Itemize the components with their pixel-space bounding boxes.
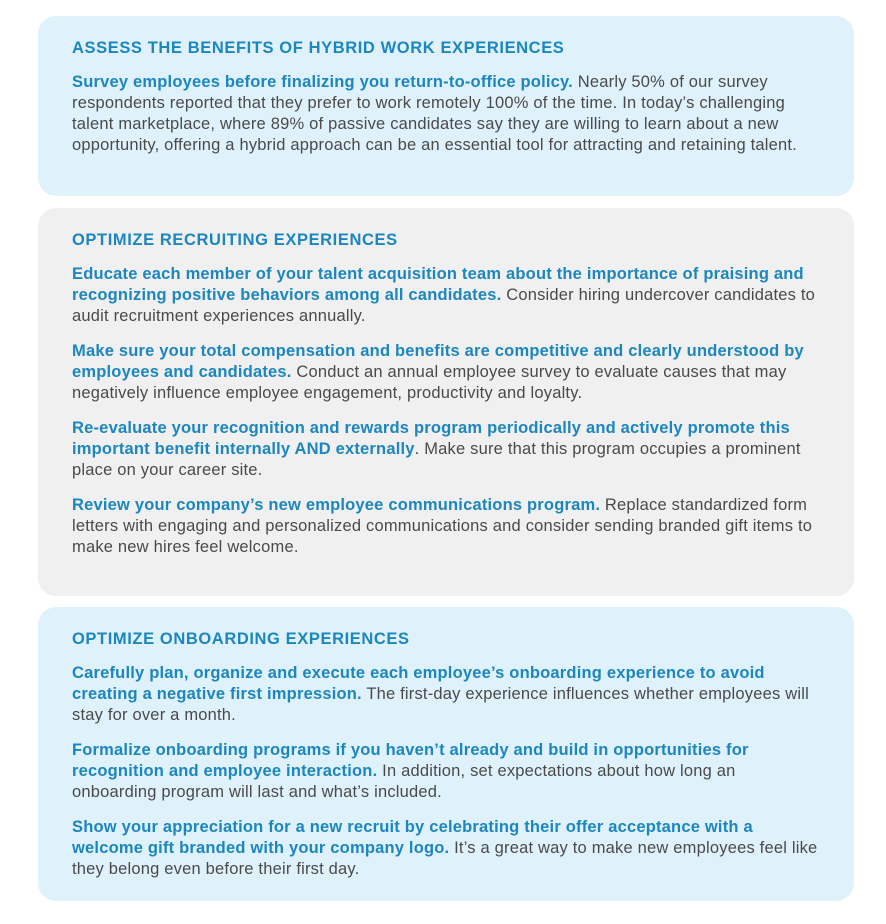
- paragraph-body: Consider hiring undercover candidates to audit recruitment experiences annually.: [72, 286, 816, 325]
- paragraph: [72, 72, 824, 156]
- recruiting-card: [38, 208, 854, 596]
- paragraph: [72, 740, 824, 803]
- hybrid-work-card: [38, 16, 854, 196]
- onboarding-card: [38, 607, 854, 901]
- paragraph-lead: Survey employees before finalizing you return-to-office policy.: [72, 73, 573, 91]
- paragraph-lead: Show your appreciation for a new recruit by celebrating their offer acceptance with a welcome gift branded with your company logo.: [72, 818, 753, 857]
- paragraph-body: The first-day experience influences whether employees will stay for over a month.: [72, 685, 809, 724]
- paragraph: [72, 418, 824, 481]
- paragraph-lead: Formalize onboarding programs if you haven’t already and build in opportunities for recognition and employee interaction.: [72, 741, 749, 780]
- paragraph-body: . Make sure that this program occupies a prominent place on your career site.: [72, 440, 801, 479]
- paragraph-body: It’s a great way to make new employees feel like they belong even before their first day.: [72, 839, 818, 878]
- paragraph-lead: Make sure your total compensation and benefits are competitive and clearly understood by employees and candidates.: [72, 342, 804, 381]
- paragraph-body: In addition, set expectations about how long an onboarding program will last and what’s included.: [72, 762, 736, 801]
- section-heading: OPTIMIZE RECRUITING EXPERIENCES: [72, 231, 398, 249]
- paragraph-lead: Carefully plan, organize and execute each employee’s onboarding experience to avoid creating a negative first impression.: [72, 664, 765, 703]
- paragraph-lead: Re-evaluate your recognition and rewards program periodically and actively promote this important benefit internally AND externally: [72, 419, 790, 458]
- paragraph-lead: Educate each member of your talent acquisition team about the importance of praising and recognizing positive behaviors among all candidates.: [72, 265, 804, 304]
- paragraph-body: Replace standardized form letters with engaging and personalized communications and consider sending branded gift items to make new hires feel welcome.: [72, 496, 813, 556]
- paragraph: [72, 495, 824, 558]
- section-heading: OPTIMIZE ONBOARDING EXPERIENCES: [72, 630, 410, 648]
- paragraph-body: Nearly 50% of our survey respondents reported that they prefer to work remotely 100% of the time. In today’s challenging talent marketplace, where 89% of passive candidates say they are willing to learn about a new opportunity, offering a hybrid approach can be an essential tool for attracting and retaining talent.: [72, 73, 797, 154]
- paragraph-lead: Review your company’s new employee communications program.: [72, 496, 601, 514]
- paragraph: [72, 341, 824, 404]
- paragraph: [72, 264, 824, 327]
- section-heading: ASSESS THE BENEFITS OF HYBRID WORK EXPERIENCES: [72, 39, 565, 57]
- paragraph: [72, 663, 824, 726]
- paragraph: [72, 817, 824, 880]
- paragraph-body: Conduct an annual employee survey to evaluate causes that may negatively influence employee engagement, productivity and loyalty.: [72, 363, 787, 402]
